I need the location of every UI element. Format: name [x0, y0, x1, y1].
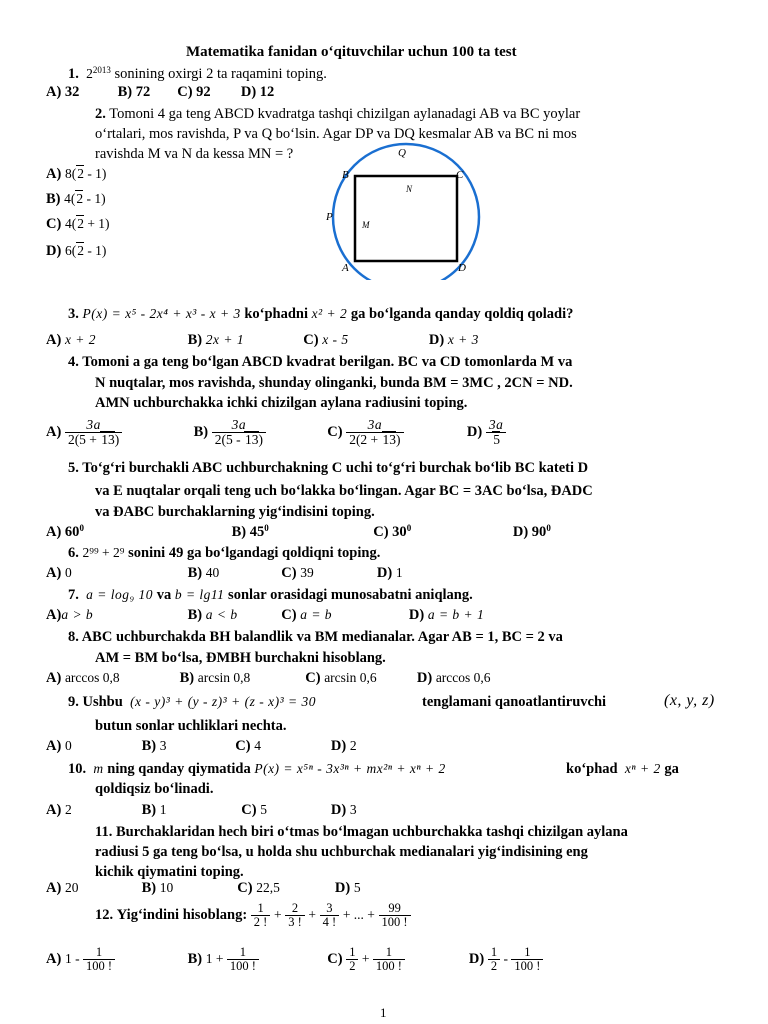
question-number: 1. — [68, 66, 79, 82]
question-12: 12. Yigʻindini hisoblang: $\frac{1}{2 !}$ + $\frac{2}{3 !}$ + $\frac{3}{4 !}$ + ... + $\frac{99}{100 !}$ — [95, 902, 411, 929]
question-2-line-1: 2. Tomoni 4 ga teng ABCD kvadratga tashqi chizilgan aylanadagi AB va BC yoylar — [95, 106, 581, 122]
polynomial: P(x) = x⁵ - 2x⁴ + x³ - x + 3 — [82, 306, 241, 321]
question-12-options: A) 1 - $\frac{1}{100 !}$ B) 1 + $\frac{1}{100 !}$ C) $\frac{1}{2}$ + $\frac{1}{100 !}$ D) $\frac{1}{2}$ - $\frac{1}{100 !}$ — [46, 946, 543, 973]
question-9-options: A) 0 B) 3 C) 4 D) 2 — [46, 738, 357, 754]
question-3-options: A) x + 2 B) 2x + 1 C) x - 5 D) x + 3 — [46, 332, 479, 348]
question-7: 7. a = log₉ 10 va b = lg11 sonlar orasidagi munosabatni aniqlang. — [68, 587, 473, 603]
polynomial: P(x) = x⁵ⁿ - 3x³ⁿ + mx²ⁿ + xⁿ + 2 — [254, 761, 446, 776]
question-8-line-1: 8. ABC uchburchakda BH balandlik va BM medianalar. Agar AB = 1, BC = 2 va — [68, 629, 563, 645]
label-a: A — [342, 262, 349, 274]
question-4-options: A) $\frac{3a}{2(5 + 13)}$ B) $\frac{3a}{2(5 - 13)}$ C) $\frac{3a}{2(2 + 13)}$ D) $\frac{3a}{5}$ — [46, 418, 506, 447]
question-2-option-c: C) 4(2 + 1) — [46, 216, 110, 232]
question-5-line-3: va ÐABC burchaklarning yigʻindisini toping. — [95, 504, 375, 520]
question-5-line-1: 5. Toʻgʻri burchakli ABC uchburchakning C uchi toʻgʻri burchak boʻlib BC kateti D — [68, 460, 589, 476]
label-q: Q — [398, 147, 406, 159]
question-6-options: A) 0 B) 40 C) 39 D) 1 — [46, 565, 403, 581]
question-9-post: tenglamani qanoatlantiruvchi — [422, 694, 607, 710]
label-m: M — [362, 220, 370, 230]
question-11-options: A) 20 B) 10 C) 22,5 D) 5 — [46, 880, 361, 896]
question-3: 3. P(x) = x⁵ - 2x⁴ + x³ - x + 3 koʻphadni x² + 2 ga boʻlganda qanday qoldiq qoladi? — [68, 306, 574, 322]
question-2-option-a: A) 8(2 - 1) — [46, 166, 107, 182]
label-n: N — [406, 184, 413, 194]
question-1-options: A) 32 B) 72 C) 92 D) 12 — [46, 84, 275, 100]
question-2-line-3: ravishda M va N da kessa MN = ? — [95, 146, 294, 162]
question-7-options: A)a > b B) a < b C) a = b D) a = b + 1 — [46, 607, 485, 623]
label-b: B — [342, 169, 349, 181]
question-4-line-3: AMN uchburchakka ichki chizilgan aylana radiusini toping. — [95, 395, 468, 411]
question-11-line-1: 11. Burchaklaridan hech biri oʻtmas boʻlmagan uchburchakka tashqi chizilgan aylana — [95, 824, 628, 840]
page-title: Matematika fanidan oʻqituvchilar uchun 100 ta test — [186, 44, 517, 60]
square-in-circle-figure — [320, 140, 500, 280]
question-8-line-2: AM = BM boʻlsa, ÐMBH burchakni hisoblang. — [95, 650, 386, 666]
label-c: C — [456, 169, 464, 181]
label-p: P — [326, 211, 333, 223]
question-10-line-1: 10. m ning qanday qiymatida P(x) = x⁵ⁿ - 3x³ⁿ + mx²ⁿ + xⁿ + 2 — [68, 761, 446, 777]
question-1: 1. $2^{2013}$ sonining oxirgi 2 ta raqamini toping. — [68, 65, 327, 82]
question-9-line-1: 9. Ushbu (x - y)³ + (y - z)³ + (z - x)³ = 30 — [68, 694, 316, 710]
question-4-line-1: 4. Tomoni a ga teng boʻlgan ABCD kvadrat berilgan. BC va CD tomonlarda M va — [68, 354, 573, 370]
question-9-line-2: butun sonlar uchliklari nechta. — [95, 718, 287, 734]
question-10-tail: koʻphad xⁿ + 2 ga — [566, 761, 679, 777]
question-4-line-2: N nuqtalar, mos ravishda, shunday olinganki, bunda BM = 3MC , 2CN = ND. — [95, 375, 573, 391]
question-11-line-3: kichik qiymatini toping. — [95, 864, 244, 880]
question-5-line-2: va E nuqtalar orqali teng uch boʻlakka boʻlingan. Agar BC = 3AC boʻlsa, ÐADC — [95, 483, 593, 499]
question-10-options: A) 2 B) 1 C) 5 D) 3 — [46, 802, 357, 818]
question-2-option-b: B) 4(2 - 1) — [46, 191, 106, 207]
question-5-options: A) $60^0$ B) $45^0$ C) $30^0$ D) $90^0$ — [46, 523, 551, 540]
question-6: 6. 2⁹⁹ + 2⁹ sonini 49 ga boʻlgandagi qoldiqni toping. — [68, 545, 381, 561]
question-10-line-2: qoldiqsiz boʻlinadi. — [95, 781, 214, 797]
power-expression: $2^{2013}$ — [86, 65, 111, 81]
question-9-triple: (x, y, z) — [664, 692, 715, 709]
question-11-line-2: radiusi 5 ga teng boʻlsa, u holda shu uchburchak medianalari yigʻindisining eng — [95, 844, 588, 860]
question-2-line-2: oʻrtalari, mos ravishda, P va Q boʻlsin. Agar DP va DQ kesmalar AB va BC ni mos — [95, 126, 577, 142]
question-2-option-d: D) 6(2 - 1) — [46, 243, 107, 259]
label-d: D — [458, 262, 466, 274]
page-number: 1 — [380, 1005, 387, 1020]
question-8-options: A) arccos 0,8 B) arcsin 0,8 C) arcsin 0,6 D) arccos 0,6 — [46, 670, 491, 686]
equation: (x - y)³ + (y - z)³ + (z - x)³ = 30 — [130, 694, 316, 709]
